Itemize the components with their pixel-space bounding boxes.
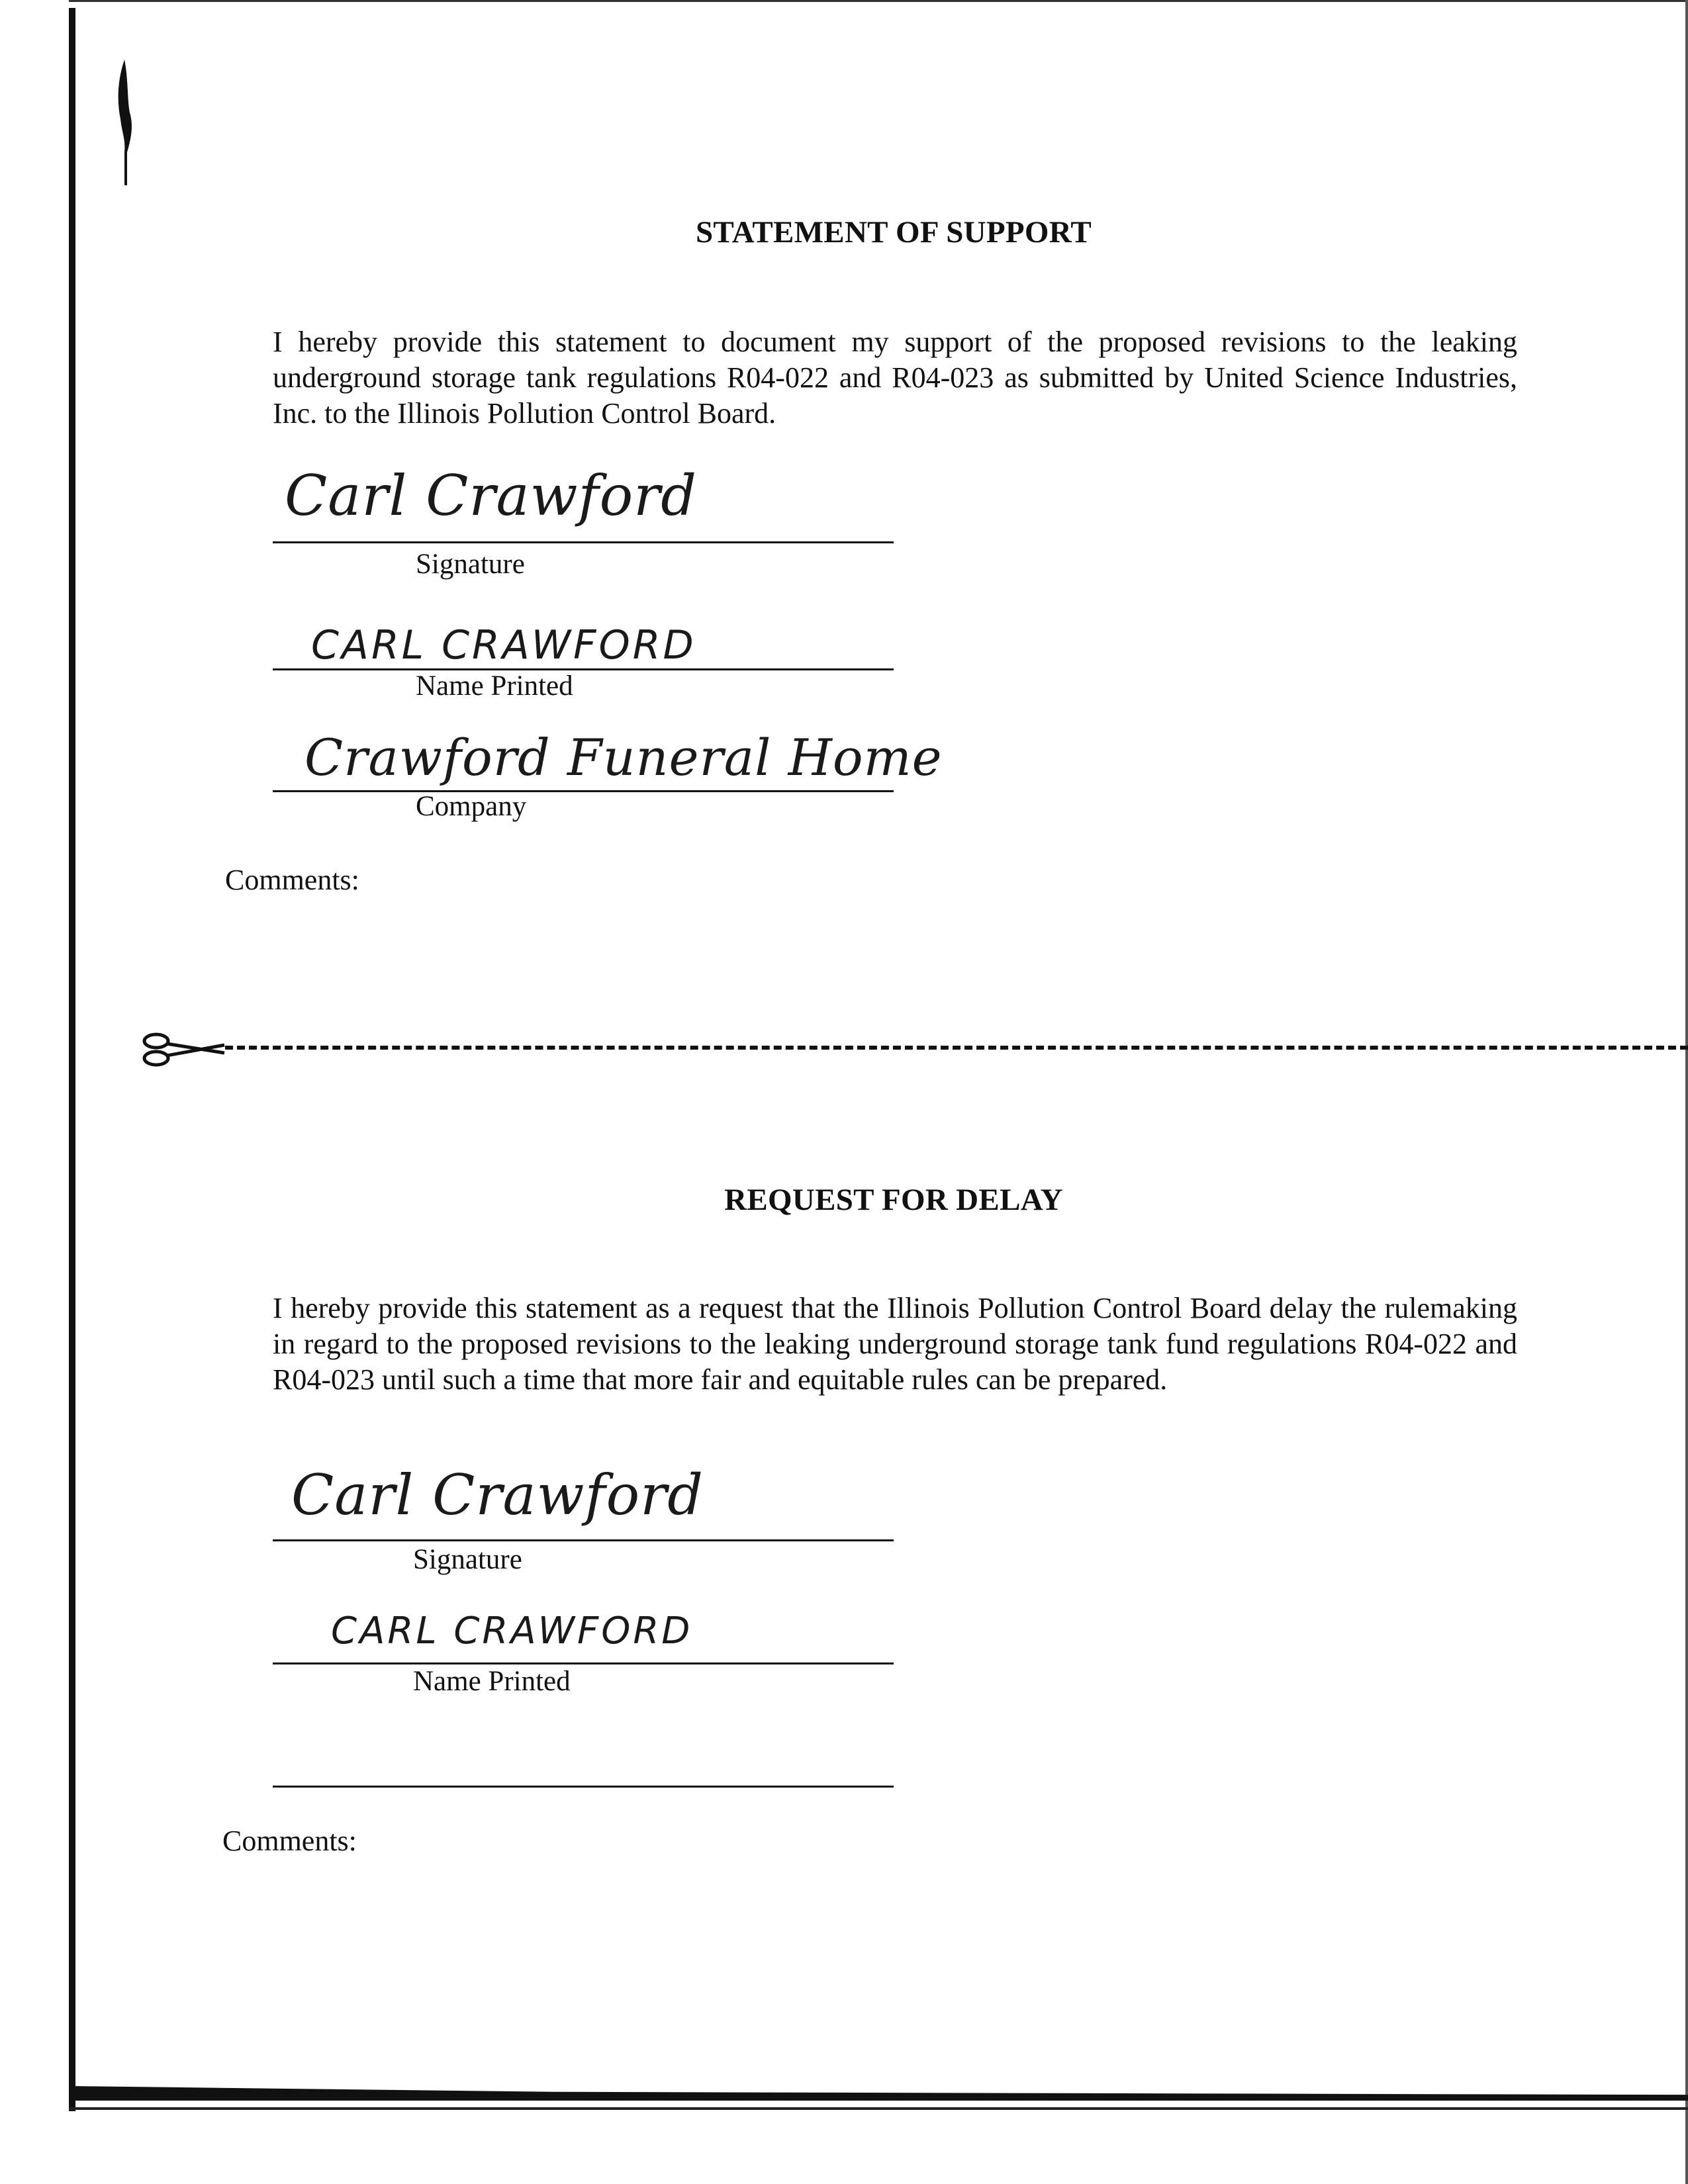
delay-name-label: Name Printed	[413, 1666, 571, 1697]
support-company: Crawford Funeral Home	[305, 728, 943, 787]
support-name-printed: CARL CRAWFORD	[311, 622, 696, 668]
scan-border-right	[1685, 0, 1688, 2184]
support-title: STATEMENT OF SUPPORT	[695, 215, 1092, 250]
support-company-line	[273, 790, 894, 792]
support-company-label: Company	[416, 791, 527, 822]
support-signature: Carl Crawford	[285, 463, 698, 528]
delay-comments-label: Comments:	[222, 1825, 357, 1857]
scan-border-bottom	[69, 2086, 1688, 2101]
support-body: I hereby provide this statement to document my support of the proposed revisions to the leaking underground storage tank regulations R04-022 and R04-023 as submitted by United Science Industries, Inc. to the Illinois Pollution Control Board.	[273, 326, 1517, 430]
support-name-label: Name Printed	[416, 670, 573, 702]
support-signature-line	[273, 541, 894, 543]
delay-blank-line	[273, 1786, 894, 1788]
scissors-icon	[142, 1029, 228, 1069]
support-name-line	[273, 668, 894, 670]
delay-title: REQUEST FOR DELAY	[724, 1183, 1063, 1217]
support-signature-label: Signature	[416, 549, 525, 580]
delay-body: I hereby provide this statement as a request that the Illinois Pollution Control Board delay the rulemaking in regard to the proposed revisions to the leaking underground storage tank fund regulations R04-022 and R04-023 until such a time that more fair and equitable rules can be prepared.	[273, 1292, 1517, 1396]
delay-signature: Carl Crawford	[291, 1463, 704, 1527]
delay-signature-label: Signature	[413, 1544, 522, 1575]
scan-border-left	[69, 8, 75, 2111]
delay-name-printed: CARL CRAWFORD	[331, 1610, 693, 1653]
scan-border-top	[69, 0, 1688, 2]
delay-name-line	[273, 1662, 894, 1664]
scan-border-bottom-line	[69, 2107, 1688, 2110]
delay-signature-line	[273, 1539, 894, 1541]
binder-mark-icon	[111, 60, 138, 192]
support-comments-label: Comments:	[225, 864, 359, 896]
cut-line	[225, 1046, 1688, 1050]
